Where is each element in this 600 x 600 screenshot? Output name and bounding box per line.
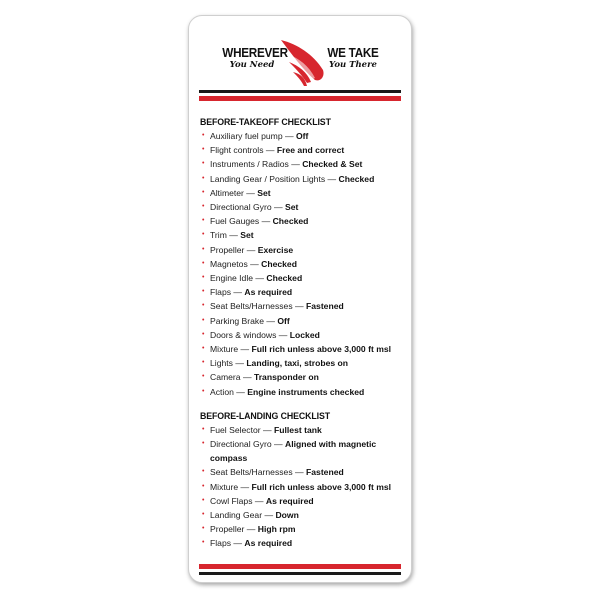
- item-value: Free and correct: [276, 145, 345, 156]
- item-value: Checked: [266, 273, 303, 284]
- checklist-item: [200, 370, 410, 384]
- item-value: Off: [295, 131, 309, 141]
- checklist: [200, 129, 410, 399]
- checklist-item: [200, 285, 410, 299]
- checklist-item: [200, 342, 410, 356]
- item-value: Down: [275, 510, 299, 521]
- item-label: Directional Gyro —: [210, 439, 283, 450]
- item-label: Parking Brake —: [210, 315, 275, 326]
- item-value: Aligned with magnetic compass: [210, 439, 377, 464]
- section-title: BEFORE-TAKEOFF CHECKLIST: [200, 117, 331, 127]
- checklist-item: [200, 494, 410, 508]
- checklist-item: [200, 257, 410, 271]
- item-label: Auxiliary fuel pump —: [210, 131, 294, 141]
- item-value: Fastened: [306, 467, 344, 478]
- item-value: As required: [244, 538, 293, 549]
- item-value: Checked & Set: [302, 159, 363, 170]
- checklist-item: [200, 200, 410, 214]
- item-label: Camera —: [210, 372, 252, 383]
- checklist-item: [200, 385, 410, 399]
- item-label: Doors & windows —: [210, 329, 288, 340]
- item-value: As required: [265, 495, 314, 506]
- item-value: Fullest tank: [274, 424, 322, 435]
- checklist-content: [200, 115, 410, 551]
- item-label: Landing Gear —: [210, 510, 274, 521]
- checklist-item: [200, 157, 410, 171]
- brand-logo: [189, 36, 413, 92]
- checklist-item: [200, 437, 410, 465]
- checklist-item: [200, 314, 410, 328]
- item-label: Seat Belts/Harnesses —: [210, 467, 304, 478]
- section-title: BEFORE-LANDING CHECKLIST: [200, 410, 331, 421]
- checklist-item: [200, 243, 410, 257]
- checklist-item: [200, 508, 410, 522]
- item-value: Set: [257, 187, 271, 198]
- bottom-stripes: [199, 564, 401, 575]
- logo-right-main: WE TAKE: [327, 45, 379, 60]
- checklist: [200, 423, 410, 551]
- item-label: Mixture —: [210, 481, 250, 492]
- item-value: Landing, taxi, strobes on: [246, 358, 349, 369]
- item-value: Checked: [261, 258, 297, 269]
- item-value: Fastened: [306, 301, 344, 312]
- checklist-item: [200, 271, 410, 285]
- item-label: Propeller —: [210, 244, 256, 255]
- checklist-item: [200, 465, 410, 479]
- item-value: Set: [240, 230, 254, 241]
- item-label: Engine Idle —: [210, 273, 264, 284]
- item-value: Transponder on: [253, 372, 319, 383]
- checklist-item: [200, 328, 410, 342]
- item-value: Off: [277, 315, 290, 326]
- checklist-item: [200, 480, 410, 494]
- checklist-item: [200, 522, 410, 536]
- top-stripes: [199, 90, 401, 101]
- item-label: Magnetos —: [210, 258, 259, 269]
- checklist-item: [200, 423, 410, 437]
- item-value: Checked: [272, 216, 309, 227]
- logo-right-sub: You There: [329, 60, 377, 70]
- item-label: Flaps —: [210, 538, 242, 549]
- item-label: Lights —: [210, 358, 244, 369]
- checklist-card: [188, 15, 412, 583]
- item-value: Engine instruments checked: [247, 386, 365, 397]
- item-label: Altimeter —: [210, 187, 255, 198]
- item-label: Instruments / Radios —: [210, 159, 300, 170]
- item-label: Directional Gyro —: [210, 202, 283, 213]
- checklist-item: [200, 186, 410, 200]
- checklist-item: [200, 228, 410, 242]
- checklist-item: [200, 299, 410, 313]
- logo-left-main: WHEREVER: [222, 45, 288, 60]
- item-label: Flaps —: [210, 287, 242, 298]
- item-value: Full rich unless above 3,000 ft msl: [251, 344, 392, 355]
- item-label: Fuel Selector —: [210, 424, 272, 435]
- checklist-item: [200, 214, 410, 228]
- item-value: Full rich unless above 3,000 ft msl: [251, 481, 392, 492]
- item-label: Action —: [210, 386, 245, 397]
- item-label: Fuel Gauges —: [210, 216, 271, 227]
- item-value: High rpm: [257, 524, 296, 535]
- item-label: Propeller —: [210, 524, 256, 535]
- item-label: Mixture —: [210, 344, 250, 355]
- item-label: Seat Belts/Harnesses —: [210, 301, 304, 312]
- item-value: Exercise: [257, 244, 294, 255]
- logo-left-sub: You Need: [229, 60, 275, 70]
- checklist-item: [200, 172, 410, 186]
- item-label: Trim —: [210, 230, 238, 241]
- item-value: As required: [244, 287, 293, 298]
- checklist-item: [200, 143, 410, 157]
- item-label: Landing Gear / Position Lights —: [210, 173, 337, 184]
- item-label: Flight controls —: [210, 145, 275, 156]
- item-value: Locked: [289, 329, 320, 340]
- checklist-item: [200, 536, 410, 550]
- item-value: Set: [284, 202, 299, 213]
- logo-right-text: [321, 46, 385, 71]
- item-value: Checked: [338, 173, 375, 184]
- checklist-item: [200, 129, 410, 143]
- checklist-item: [200, 356, 410, 370]
- item-label: Cowl Flaps —: [210, 495, 264, 506]
